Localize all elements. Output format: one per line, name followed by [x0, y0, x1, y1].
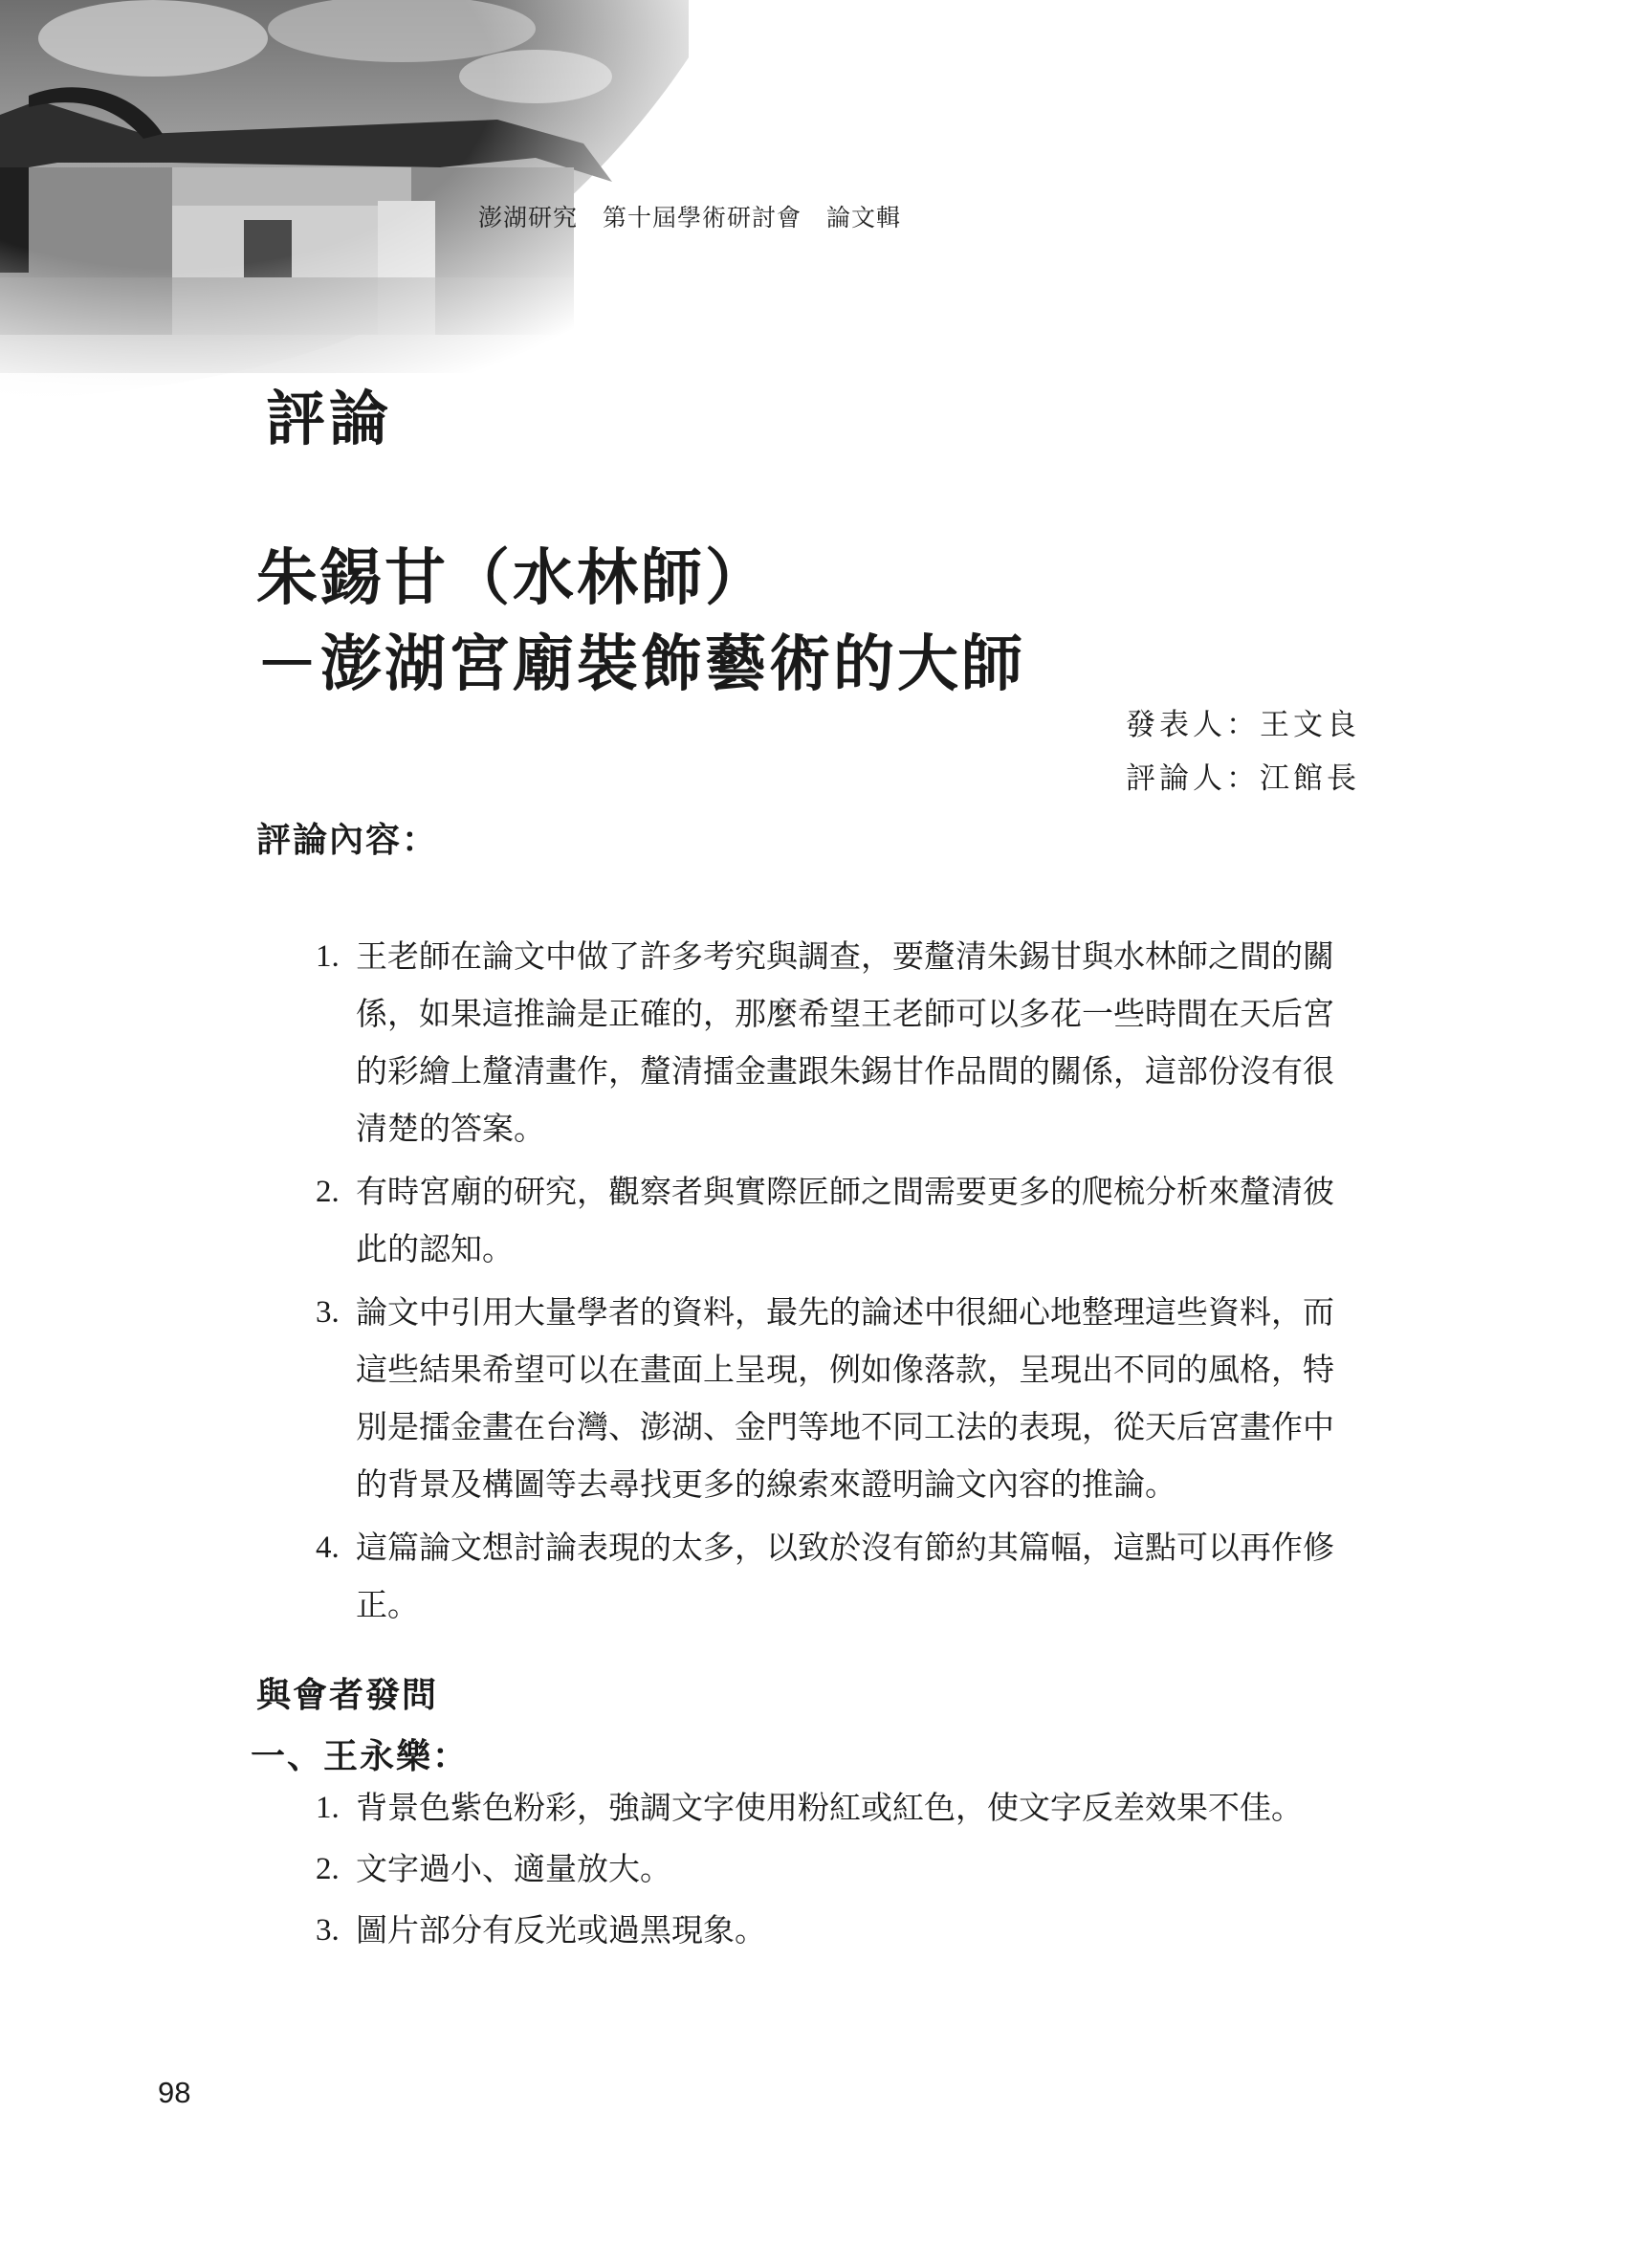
item-number: 2.	[316, 1175, 340, 1209]
item-text: 王老師在論文中做了許多考究與調查，要釐清朱錫甘與水林師之間的關係，如果這推論是正確的，那麼希望王老師可以多花一些時間在天后宮的彩繪上釐清畫作，釐清擂金畫跟朱錫甘作品間的關係，這部份沒有很清楚的答案。	[356, 937, 1334, 1147]
item-text: 圖片部分有反光或過黑現象。	[356, 1911, 766, 1949]
review-heading: 評論內容：	[256, 821, 439, 860]
item-text: 文字過小、適量放大。	[356, 1850, 671, 1887]
review-item	[316, 1163, 1351, 1278]
qa-speaker: 一、王永樂：	[251, 1737, 470, 1776]
page-number: 98	[158, 2076, 191, 2109]
item-number: 1.	[316, 939, 340, 974]
item-number: 4.	[316, 1530, 340, 1565]
qa-heading: 與會者發問	[256, 1676, 439, 1715]
section-heading: 評論	[266, 384, 393, 453]
qa-item	[316, 1779, 1351, 1837]
item-text: 這篇論文想討論表現的太多，以致於沒有節約其篇幅，這點可以再作修正。	[356, 1529, 1334, 1623]
review-item	[316, 1284, 1351, 1513]
credits	[1126, 698, 1360, 805]
presenter: 發表人：王文良	[1126, 708, 1360, 742]
paper-title-line-2: －澎湖宮廟裝飾藝術的大師	[256, 628, 1025, 700]
review-item	[316, 1519, 1351, 1634]
reviewer: 評論人：江館長	[1126, 761, 1360, 796]
qa-item	[316, 1840, 1351, 1898]
item-text: 論文中引用大量學者的資料，最先的論述中很細心地整理這些資料，而這些結果希望可以在畫面上呈現，例如像落款，呈現出不同的風格，特別是擂金畫在台灣、澎湖、金門等地不同工法的表現，從天后宮畫作中的背景及構圖等去尋找更多的線索來證明論文內容的推論。	[356, 1293, 1334, 1503]
item-text: 有時宮廟的研究，觀察者與實際匠師之間需要更多的爬梳分析來釐清彼此的認知。	[356, 1173, 1334, 1267]
qa-item	[316, 1902, 1351, 1959]
paper-title	[256, 536, 1025, 708]
item-text: 背景色紫色粉彩，強調文字使用粉紅或紅色，使文字反差效果不佳。	[356, 1789, 1303, 1826]
review-list	[316, 928, 1351, 1640]
item-number: 3.	[316, 1295, 340, 1330]
item-number: 1.	[316, 1791, 340, 1825]
item-number: 2.	[316, 1852, 340, 1886]
item-number: 3.	[316, 1913, 340, 1948]
qa-list	[316, 1779, 1351, 1963]
paper-title-line-1: 朱錫甘（水林師）	[256, 542, 769, 614]
review-item	[316, 928, 1351, 1157]
running-header: 澎湖研究 第十屆學術研討會 論文輯	[478, 204, 902, 231]
